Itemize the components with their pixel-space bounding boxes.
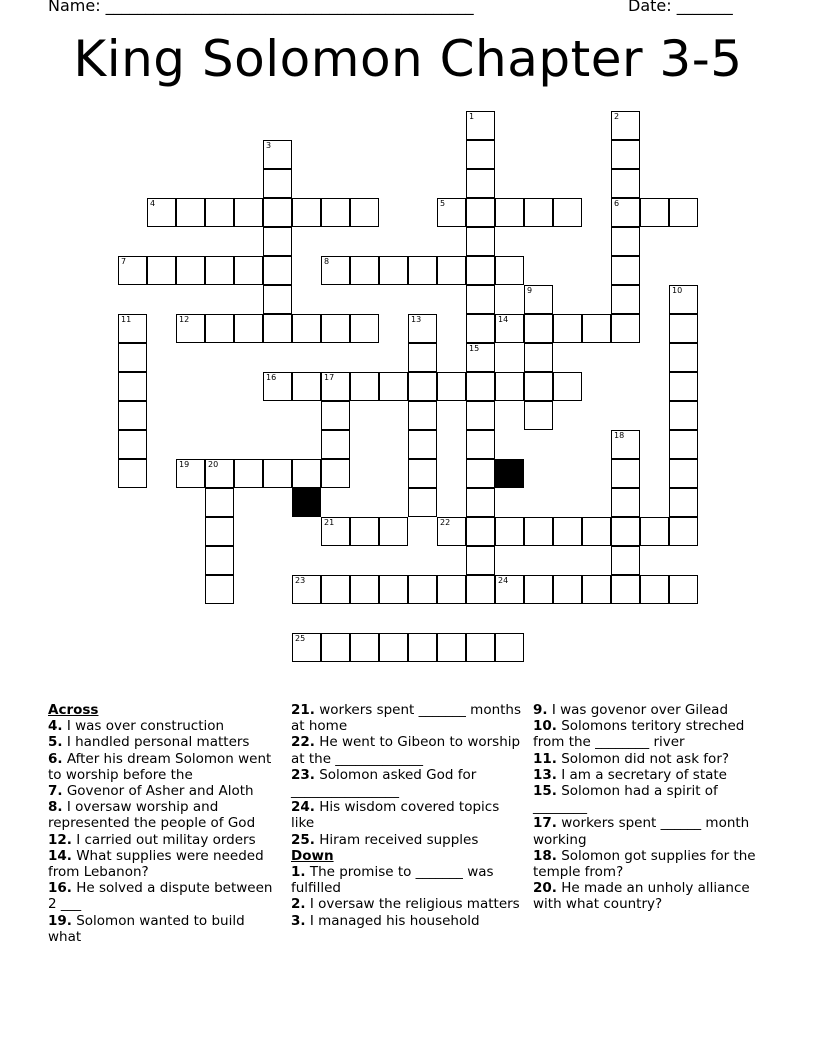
crossword-cell[interactable]	[611, 169, 640, 198]
crossword-cell[interactable]	[147, 256, 176, 285]
clue-number: 16.	[48, 880, 72, 897]
crossword-cell[interactable]	[524, 401, 553, 430]
cell-number: 16	[266, 373, 277, 382]
crossword-cell[interactable]	[292, 633, 321, 662]
crossword-cell[interactable]	[553, 314, 582, 343]
crossword-cell[interactable]	[466, 140, 495, 169]
crossword-cell[interactable]	[350, 633, 379, 662]
crossword-cell[interactable]	[147, 198, 176, 227]
crossword-cell[interactable]	[669, 343, 698, 372]
crossword-cell[interactable]	[321, 372, 350, 401]
crossword-cell[interactable]	[321, 256, 350, 285]
clue-number: 9.	[533, 702, 548, 718]
clue-number: 11.	[533, 750, 557, 767]
crossword-cell[interactable]	[292, 314, 321, 343]
crossword-cell[interactable]	[495, 517, 524, 546]
crossword-cell[interactable]	[437, 198, 466, 227]
crossword-cell[interactable]	[611, 227, 640, 256]
cell-number: 23	[295, 576, 306, 585]
crossword-cell[interactable]	[466, 430, 495, 459]
crossword-cell[interactable]	[466, 372, 495, 401]
clue-text: Hiram received supples	[314, 831, 479, 848]
crossword-cell[interactable]	[234, 314, 263, 343]
crossword-cell[interactable]	[495, 633, 524, 662]
clue-item	[48, 913, 280, 945]
crossword-cell[interactable]	[611, 314, 640, 343]
clue-item	[291, 864, 523, 896]
cell-number: 11	[121, 315, 132, 324]
crossword-cell[interactable]	[466, 459, 495, 488]
clue-item	[291, 799, 523, 831]
crossword-cell[interactable]	[524, 372, 553, 401]
crossword-cell[interactable]	[176, 256, 205, 285]
crossword-cell[interactable]	[408, 256, 437, 285]
crossword-cell[interactable]	[582, 314, 611, 343]
cell-number: 2	[614, 112, 620, 121]
clue-item	[48, 832, 280, 848]
crossword-cell[interactable]	[611, 285, 640, 314]
crossword-cell[interactable]	[350, 256, 379, 285]
crossword-cell[interactable]	[321, 198, 350, 227]
clue-number: 23.	[291, 766, 315, 783]
clue-item	[291, 702, 523, 734]
clue-text: Solomons teritory streched from the ________ river	[533, 718, 745, 751]
cell-number: 5	[440, 199, 446, 208]
crossword-cell[interactable]	[466, 256, 495, 285]
crossword-cell[interactable]	[466, 401, 495, 430]
crossword-cell[interactable]	[553, 198, 582, 227]
cell-number: 21	[324, 518, 335, 527]
crossword-cell[interactable]	[350, 575, 379, 604]
crossword-cell[interactable]	[118, 343, 147, 372]
crossword-cell[interactable]	[669, 430, 698, 459]
clue-number: 18.	[533, 847, 557, 864]
crossword-cell[interactable]	[205, 314, 234, 343]
cell-number: 15	[469, 344, 480, 353]
clue-item	[533, 751, 773, 767]
crossword-cell[interactable]	[263, 169, 292, 198]
clue-list-col2-across	[291, 702, 523, 848]
crossword-cell[interactable]	[495, 256, 524, 285]
crossword-cell[interactable]	[263, 140, 292, 169]
across-heading: Across	[48, 702, 99, 718]
crossword-cell[interactable]	[640, 198, 669, 227]
cell-number: 17	[324, 373, 335, 382]
clue-text: I handled personal matters	[62, 734, 250, 751]
crossword-cell[interactable]	[553, 372, 582, 401]
crossword-cell[interactable]	[321, 517, 350, 546]
crossword-cell[interactable]	[205, 459, 234, 488]
crossword-cell[interactable]	[437, 633, 466, 662]
clue-number: 12.	[48, 831, 72, 848]
clue-item	[48, 734, 280, 750]
clue-text: I oversaw the religious matters	[305, 896, 520, 913]
clue-item	[533, 815, 773, 847]
crossword-cell[interactable]	[466, 517, 495, 546]
clue-text: I carried out militay orders	[71, 831, 256, 848]
crossword-cell[interactable]	[669, 459, 698, 488]
clue-item	[48, 718, 280, 734]
crossword-cell[interactable]	[611, 459, 640, 488]
crossword-cell[interactable]	[437, 372, 466, 401]
crossword-cell[interactable]	[611, 575, 640, 604]
clue-number: 10.	[533, 718, 557, 735]
clues-column-3	[533, 702, 773, 913]
crossword-cell[interactable]	[524, 343, 553, 372]
crossword-cell[interactable]	[321, 633, 350, 662]
clue-item	[48, 751, 280, 783]
crossword-cell[interactable]	[118, 372, 147, 401]
clue-item	[291, 896, 523, 912]
crossword-cell[interactable]	[379, 633, 408, 662]
crossword-cell[interactable]	[118, 314, 147, 343]
crossword-cell[interactable]	[582, 517, 611, 546]
crossword-cell[interactable]	[263, 198, 292, 227]
crossword-cell[interactable]	[611, 198, 640, 227]
crossword-cell[interactable]	[263, 285, 292, 314]
crossword-cell[interactable]	[611, 517, 640, 546]
crossword-cell[interactable]	[321, 459, 350, 488]
crossword-cell[interactable]	[611, 256, 640, 285]
crossword-cell[interactable]	[524, 314, 553, 343]
crossword-cell[interactable]	[437, 517, 466, 546]
clue-list-col2-down	[291, 864, 523, 929]
clue-item	[291, 832, 523, 848]
crossword-cell[interactable]	[350, 314, 379, 343]
crossword-cell[interactable]	[118, 256, 147, 285]
clue-number: 22.	[291, 734, 315, 751]
cell-number: 7	[121, 257, 127, 266]
clue-number: 24.	[291, 799, 315, 816]
clue-text: Solomon did not ask for?	[556, 750, 730, 767]
crossword-cell[interactable]	[553, 517, 582, 546]
clue-text: He made an unholy alliance with what country?	[533, 880, 750, 913]
crossword-cell[interactable]	[234, 459, 263, 488]
crossword-cell[interactable]	[205, 517, 234, 546]
clue-number: 15.	[533, 783, 557, 800]
clue-text: What supplies were needed from Lebanon?	[48, 847, 264, 881]
clue-item	[48, 799, 280, 831]
cell-number: 8	[324, 257, 330, 266]
cell-number: 22	[440, 518, 451, 527]
crossword-cell[interactable]	[437, 256, 466, 285]
clue-item	[533, 767, 773, 783]
crossword-cell[interactable]	[553, 575, 582, 604]
clue-text: I oversaw worship and represented the people of God	[48, 799, 256, 832]
crossword-cell[interactable]	[263, 256, 292, 285]
crossword-cell[interactable]	[611, 488, 640, 517]
crossword-cell[interactable]	[379, 517, 408, 546]
crossword-cell[interactable]	[321, 314, 350, 343]
clue-item	[533, 848, 773, 880]
clues-column-1	[48, 702, 280, 945]
crossword-cell[interactable]	[292, 372, 321, 401]
clue-item	[291, 767, 523, 799]
clue-text: workers spent ______ month working	[533, 815, 750, 848]
crossword-cell[interactable]	[669, 488, 698, 517]
crossword-cell[interactable]	[408, 343, 437, 372]
crossword-cell[interactable]	[379, 372, 408, 401]
clue-item	[533, 702, 773, 718]
clue-number: 3.	[291, 912, 306, 929]
crossword-cell[interactable]	[176, 314, 205, 343]
clue-number: 21.	[291, 702, 315, 718]
crossword-cell[interactable]	[524, 575, 553, 604]
crossword-cell[interactable]	[466, 111, 495, 140]
crossword-cell[interactable]	[205, 546, 234, 575]
crossword-cell[interactable]	[640, 517, 669, 546]
crossword-cell[interactable]	[524, 285, 553, 314]
crossword-cell[interactable]	[582, 575, 611, 604]
crossword-cell[interactable]	[379, 575, 408, 604]
crossword-cell[interactable]	[466, 227, 495, 256]
cell-number: 13	[411, 315, 422, 324]
clue-number: 6.	[48, 750, 63, 767]
crossword-cell[interactable]	[495, 575, 524, 604]
crossword-cell[interactable]	[524, 198, 553, 227]
crossword-cell[interactable]	[176, 198, 205, 227]
crossword-cell[interactable]	[466, 169, 495, 198]
clue-text: After his dream Solomon went to worship before the	[48, 750, 272, 783]
crossword-cell[interactable]	[466, 546, 495, 575]
crossword-cell[interactable]	[408, 633, 437, 662]
cell-number: 4	[150, 199, 156, 208]
crossword-cell[interactable]	[669, 575, 698, 604]
crossword-cell[interactable]	[118, 401, 147, 430]
page-title: King Solomon Chapter 3-5	[73, 30, 743, 88]
crossword-cell[interactable]	[466, 488, 495, 517]
clue-number: 20.	[533, 880, 557, 897]
crossword-cell[interactable]	[321, 401, 350, 430]
clue-item	[533, 783, 773, 815]
crossword-cell[interactable]	[408, 401, 437, 430]
clues-column-2	[291, 702, 523, 929]
cell-number: 12	[179, 315, 190, 324]
clue-text: I am a secretary of state	[556, 766, 727, 783]
cell-number: 25	[295, 634, 306, 643]
clue-number: 13.	[533, 766, 557, 783]
clue-number: 19.	[48, 912, 72, 929]
clue-text: Solomon asked God for ________________	[291, 766, 477, 800]
crossword-cell[interactable]	[466, 198, 495, 227]
crossword-cell[interactable]	[263, 372, 292, 401]
crossword-cell[interactable]	[118, 430, 147, 459]
clue-item	[533, 718, 773, 750]
crossword-cell[interactable]	[669, 401, 698, 430]
cell-number: 20	[208, 460, 219, 469]
black-square	[292, 488, 321, 517]
clue-number: 14.	[48, 847, 72, 864]
crossword-cell[interactable]	[408, 488, 437, 517]
clue-text: Solomon got supplies for the temple from?	[533, 847, 756, 881]
crossword-cell[interactable]	[350, 198, 379, 227]
crossword-cell[interactable]	[263, 459, 292, 488]
cell-number: 1	[469, 112, 475, 121]
crossword-cell[interactable]	[495, 314, 524, 343]
crossword-cell[interactable]	[408, 575, 437, 604]
crossword-cell[interactable]	[669, 372, 698, 401]
cell-number: 18	[614, 431, 625, 440]
clue-number: 1.	[291, 864, 306, 881]
clue-number: 8.	[48, 799, 63, 816]
crossword-cell[interactable]	[495, 198, 524, 227]
cell-number: 10	[672, 286, 683, 295]
clue-list-col1	[48, 718, 280, 945]
crossword-cell[interactable]	[408, 459, 437, 488]
clue-text: He solved a dispute between 2 ___	[48, 880, 273, 913]
crossword-cell[interactable]	[263, 227, 292, 256]
crossword-cell[interactable]	[466, 314, 495, 343]
clue-number: 4.	[48, 718, 63, 735]
crossword-cell[interactable]	[263, 314, 292, 343]
clue-number: 17.	[533, 815, 557, 832]
crossword-cell[interactable]	[466, 343, 495, 372]
clue-item	[291, 913, 523, 929]
crossword-cell[interactable]	[669, 285, 698, 314]
clue-number: 25.	[291, 831, 315, 848]
clue-item	[48, 848, 280, 880]
clue-item	[48, 880, 280, 912]
crossword-cell[interactable]	[669, 314, 698, 343]
crossword-cell[interactable]	[640, 575, 669, 604]
cell-number: 24	[498, 576, 509, 585]
crossword-cell[interactable]	[205, 256, 234, 285]
crossword-cell[interactable]	[408, 430, 437, 459]
black-square	[495, 459, 524, 488]
crossword-cell[interactable]	[611, 546, 640, 575]
crossword-cell[interactable]	[408, 314, 437, 343]
crossword-cell[interactable]	[611, 430, 640, 459]
cell-number: 3	[266, 141, 272, 150]
clue-text: I was govenor over Gilead	[547, 702, 729, 718]
clue-text: He went to Gibeon to worship at the _____________	[291, 734, 521, 767]
clue-number: 2.	[291, 896, 306, 913]
crossword-cell[interactable]	[669, 517, 698, 546]
clue-text: workers spent _______ months at home	[291, 702, 522, 735]
date-field-label: Date: _______	[628, 0, 733, 15]
crossword-cell[interactable]	[495, 372, 524, 401]
crossword-cell[interactable]	[321, 430, 350, 459]
crossword-cell[interactable]	[669, 198, 698, 227]
down-heading: Down	[291, 847, 334, 864]
crossword-cell[interactable]	[350, 517, 379, 546]
clue-text: The promise to _______ was fulfilled	[291, 864, 494, 897]
cell-number: 19	[179, 460, 190, 469]
crossword-cell[interactable]	[321, 575, 350, 604]
clue-text: Solomon wanted to build what	[48, 912, 245, 945]
clue-number: 7.	[48, 783, 63, 800]
clue-item	[533, 880, 773, 912]
crossword-cell[interactable]	[234, 198, 263, 227]
clue-text: I managed his household	[305, 912, 480, 929]
clue-list-col3	[533, 702, 773, 913]
clue-text: I was over construction	[62, 718, 225, 735]
crossword-cell[interactable]	[205, 198, 234, 227]
crossword-cell[interactable]	[611, 140, 640, 169]
clue-number: 5.	[48, 734, 63, 751]
crossword-cell[interactable]	[350, 372, 379, 401]
crossword-cell[interactable]	[205, 575, 234, 604]
crossword-cell[interactable]	[292, 459, 321, 488]
crossword-cell[interactable]	[292, 198, 321, 227]
clue-item	[48, 783, 280, 799]
clue-text: Govenor of Asher and Aloth	[62, 783, 254, 800]
crossword-cell[interactable]	[292, 575, 321, 604]
crossword-cell[interactable]	[118, 459, 147, 488]
clue-item	[291, 734, 523, 766]
cell-number: 9	[527, 286, 533, 295]
crossword-cell[interactable]	[466, 575, 495, 604]
crossword-cell[interactable]	[437, 575, 466, 604]
clue-text: Solomon had a spirit of ________	[533, 783, 718, 816]
cell-number: 14	[498, 315, 509, 324]
crossword-cell[interactable]	[408, 372, 437, 401]
crossword-cell[interactable]	[466, 633, 495, 662]
clue-text: His wisdom covered topics like	[291, 799, 500, 832]
crossword-cell[interactable]	[611, 111, 640, 140]
crossword-cell[interactable]	[466, 285, 495, 314]
crossword-cell[interactable]	[379, 256, 408, 285]
crossword-cell[interactable]	[524, 517, 553, 546]
crossword-cell[interactable]	[176, 459, 205, 488]
name-field-label: Name: ______________________________________________	[48, 0, 474, 15]
cell-number: 6	[614, 199, 620, 208]
crossword-cell[interactable]	[234, 256, 263, 285]
crossword-cell[interactable]	[205, 488, 234, 517]
